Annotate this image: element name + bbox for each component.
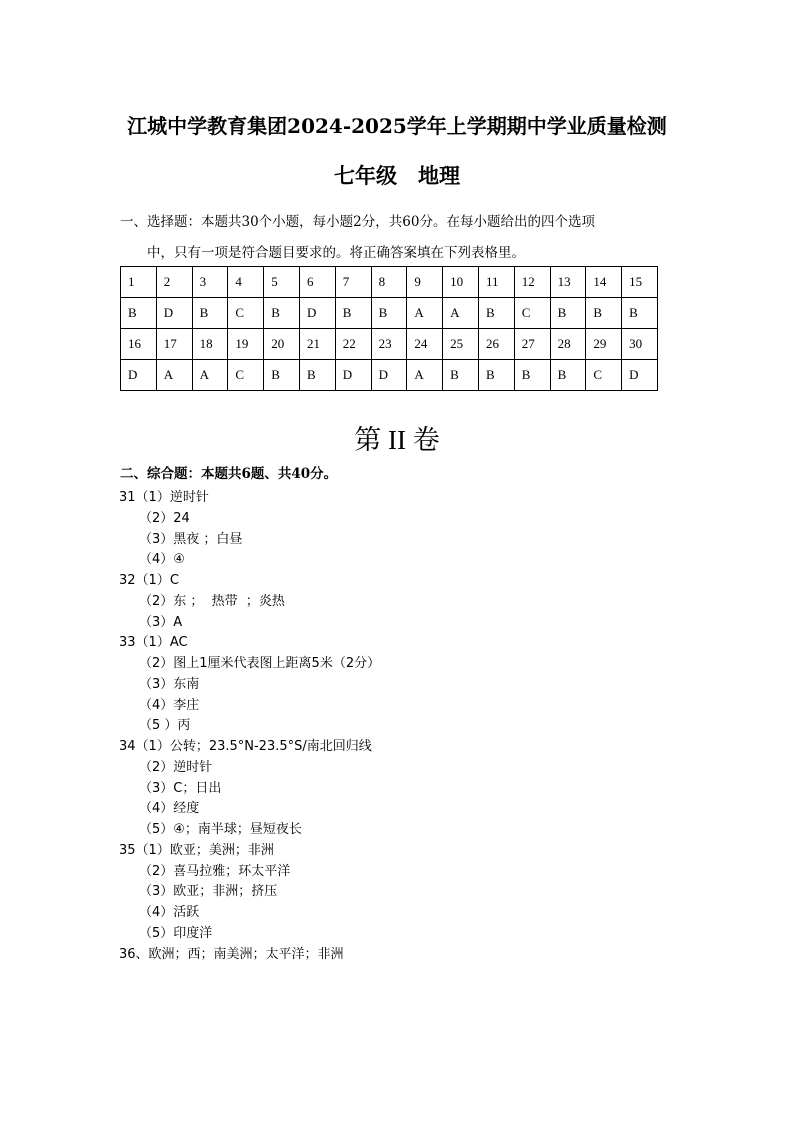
- table-row: [121, 298, 658, 329]
- answer-cell: A: [443, 298, 479, 329]
- page-title: 江城中学教育集团2024-2025学年上学期期中学业质量检测: [127, 114, 667, 138]
- answer-cell: D: [299, 298, 335, 329]
- question-number-cell: 21: [299, 329, 335, 360]
- answer-line: （4）经度: [139, 801, 200, 817]
- question-number-cell: 5: [264, 267, 300, 298]
- question-number-cell: 30: [622, 329, 658, 360]
- answer-line: （3）C；日出: [139, 780, 222, 796]
- question-number-cell: 9: [407, 267, 443, 298]
- answer-cell: B: [478, 360, 514, 391]
- answer-cell: D: [622, 360, 658, 391]
- section2-text: 本题共6题、共40分。: [201, 466, 338, 482]
- question-number-cell: 8: [371, 267, 407, 298]
- table-row: [121, 267, 658, 298]
- answer-cell: D: [121, 360, 157, 391]
- question-number-cell: 17: [156, 329, 192, 360]
- answer-cell: B: [371, 298, 407, 329]
- answer-cell: D: [156, 298, 192, 329]
- answer-cell: B: [264, 298, 300, 329]
- answer-line: （5 ）丙: [139, 718, 191, 734]
- question-number-cell: 28: [550, 329, 586, 360]
- section2-label: 二、综合题：: [120, 466, 201, 482]
- answer-line: 35（1）欧亚；美洲；非洲: [119, 842, 274, 858]
- question-number-cell: 16: [121, 329, 157, 360]
- answer-line: （2）逆时针: [139, 759, 213, 775]
- answer-line: （2）图上1厘米代表图上距离5米（2分）: [139, 656, 381, 671]
- question-number-cell: 12: [514, 267, 550, 298]
- question-number-cell: 14: [586, 267, 622, 298]
- answer-line: （2）东 ； 热带 ；炎热: [139, 593, 285, 609]
- answer-cell: B: [192, 298, 228, 329]
- answer-cell: A: [407, 298, 443, 329]
- answer-cell: A: [407, 360, 443, 391]
- part2-title: 第 II 卷: [354, 425, 440, 455]
- question-number-cell: 2: [156, 267, 192, 298]
- answer-cell: B: [299, 360, 335, 391]
- answer-line: （3）东南: [139, 676, 200, 692]
- answer-cell: A: [156, 360, 192, 391]
- answer-line: 33（1）AC: [119, 635, 188, 651]
- answer-cell: B: [478, 298, 514, 329]
- section1-instruction-line1: 一、选择题：本题共30个小题，每小题2分，共60分。在每小题给出的四个选项: [120, 214, 595, 230]
- answer-cell: B: [121, 298, 157, 329]
- question-number-cell: 1: [121, 267, 157, 298]
- question-number-cell: 22: [335, 329, 371, 360]
- question-number-cell: 11: [478, 267, 514, 298]
- question-number-cell: 7: [335, 267, 371, 298]
- answer-line: （2）喜马拉雅；环太平洋: [139, 863, 291, 879]
- question-number-cell: 27: [514, 329, 550, 360]
- answer-cell: B: [335, 298, 371, 329]
- answer-cell: C: [514, 298, 550, 329]
- answer-list: [119, 488, 380, 965]
- question-number-cell: 10: [443, 267, 479, 298]
- table-row: [121, 329, 658, 360]
- question-number-cell: 26: [478, 329, 514, 360]
- question-number-cell: 4: [228, 267, 264, 298]
- answer-line: 34（1）公转；23.5°N-23.5°S/南北回归线: [119, 739, 372, 754]
- table-row: [121, 360, 658, 391]
- answer-line: （5）印度洋: [139, 925, 213, 941]
- question-number-cell: 20: [264, 329, 300, 360]
- question-number-cell: 19: [228, 329, 264, 360]
- answer-cell: D: [371, 360, 407, 391]
- question-number-cell: 13: [550, 267, 586, 298]
- answer-cell: B: [550, 298, 586, 329]
- answer-cell: B: [622, 298, 658, 329]
- answer-line: （4）活跃: [139, 905, 200, 920]
- question-number-cell: 25: [443, 329, 479, 360]
- answer-line: （3）A: [139, 614, 183, 630]
- answer-line: 32（1）C: [119, 573, 179, 588]
- answer-cell: C: [228, 298, 264, 329]
- answer-cell: B: [443, 360, 479, 391]
- answer-cell: C: [228, 360, 264, 391]
- answer-line: （4）李庄: [139, 697, 200, 713]
- question-number-cell: 24: [407, 329, 443, 360]
- question-number-cell: 18: [192, 329, 228, 360]
- answer-line: （4）④: [139, 552, 185, 568]
- answer-table: [120, 266, 658, 391]
- answer-cell: B: [550, 360, 586, 391]
- question-number-cell: 6: [299, 267, 335, 298]
- answer-line: （2）24: [139, 510, 190, 526]
- answer-cell: C: [586, 360, 622, 391]
- question-number-cell: 23: [371, 329, 407, 360]
- answer-cell: B: [264, 360, 300, 391]
- section2-heading: [120, 462, 337, 482]
- answer-cell: D: [335, 360, 371, 391]
- answer-cell: B: [514, 360, 550, 391]
- answer-line: 31（1）逆时针: [119, 490, 209, 505]
- answer-cell: B: [586, 298, 622, 329]
- question-number-cell: 3: [192, 267, 228, 298]
- page-subtitle: 七年级 地理: [334, 163, 460, 188]
- answer-line: （5）④；南半球；昼短夜长: [139, 822, 302, 837]
- answer-line: （3）欧亚；非洲；挤压: [139, 884, 278, 900]
- answer-cell: A: [192, 360, 228, 391]
- answer-line: （3）黑夜 ；白昼: [139, 531, 243, 547]
- question-number-cell: 29: [586, 329, 622, 360]
- answer-line: 36、欧洲；西；南美洲；太平洋；非洲: [119, 946, 344, 962]
- question-number-cell: 15: [622, 267, 658, 298]
- section1-instruction-line2: 中，只有一项是符合题目要求的。将正确答案填在下列表格里。: [147, 245, 525, 261]
